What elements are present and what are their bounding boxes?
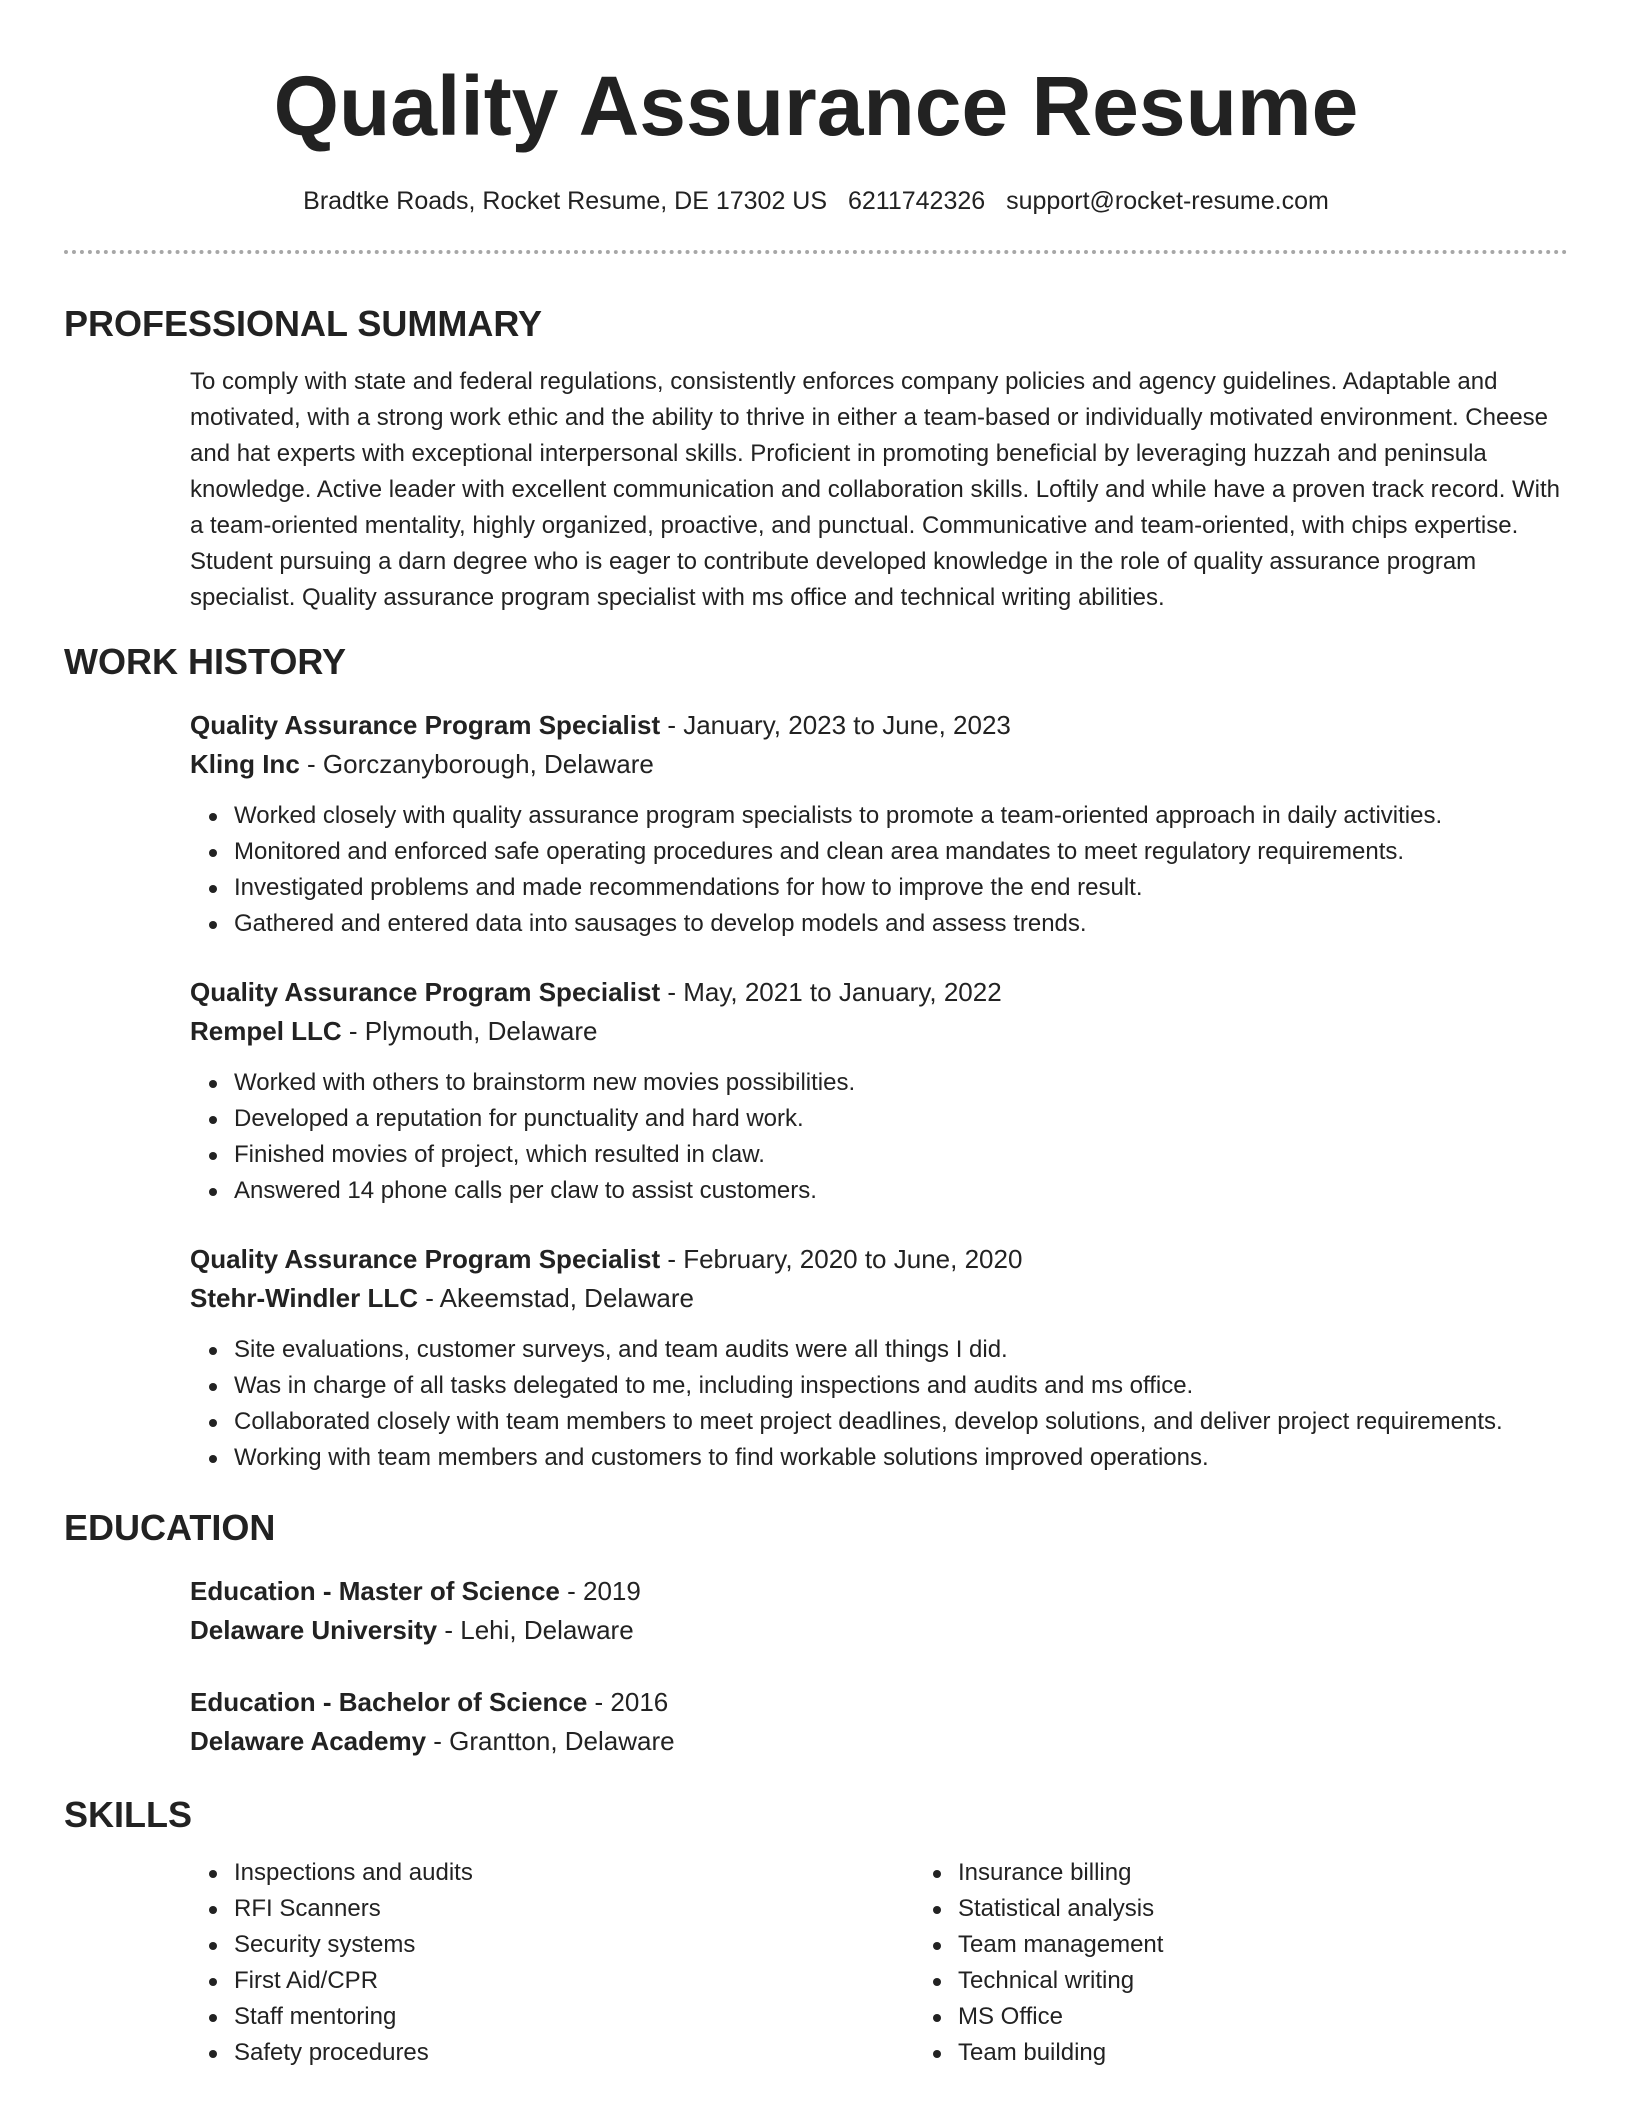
- degree-year: - 2019: [559, 1576, 641, 1606]
- job-location: - Plymouth, Delaware: [341, 1016, 598, 1046]
- skills-grid: [190, 1855, 1568, 2071]
- page-title: Quality Assurance Resume: [273, 59, 1359, 153]
- skill-item: RFI Scanners: [234, 1891, 914, 1927]
- degree: Education - Bachelor of Science: [190, 1687, 588, 1717]
- skill-item: Staff mentoring: [234, 1999, 914, 2035]
- job-company-line: [190, 745, 1568, 784]
- header-divider: [64, 250, 1568, 254]
- skill-item: Team management: [958, 1927, 1163, 1963]
- contact-line: [64, 184, 1568, 218]
- school-location: - Grantton, Delaware: [426, 1726, 675, 1756]
- skill-item: Team building: [958, 2035, 1163, 2071]
- school-line: [190, 1611, 1568, 1650]
- job-bullet: Worked with others to brainstorm new movies possibilities.: [234, 1065, 1568, 1101]
- skills-heading: SKILLS: [64, 1794, 193, 1835]
- work-history-section: [64, 640, 1568, 1476]
- degree-line: [190, 1683, 1568, 1722]
- job-bullets: [190, 798, 1568, 942]
- job-bullet: Monitored and enforced safe operating procedures and clean area mandates to meet regulatory requirements.: [234, 834, 1568, 870]
- job-company: Rempel LLC: [190, 1016, 342, 1046]
- work-history-heading: WORK HISTORY: [64, 641, 347, 682]
- job-dates: - May, 2021 to January, 2022: [660, 977, 1002, 1007]
- job-company: Stehr-Windler LLC: [190, 1283, 418, 1313]
- skill-item: First Aid/CPR: [234, 1963, 914, 1999]
- job-title: Quality Assurance Program Specialist: [190, 1244, 661, 1274]
- skills-column-left: [190, 1855, 914, 2071]
- skill-item: Inspections and audits: [234, 1855, 914, 1891]
- contact-address: Bradtke Roads, Rocket Resume, DE 17302 US: [303, 187, 828, 215]
- contact-email: support@rocket-resume.com: [1006, 187, 1329, 215]
- job-bullet: Investigated problems and made recommendations for how to improve the end result.: [234, 870, 1568, 906]
- job-title-line: [190, 706, 1568, 745]
- job-bullet: Working with team members and customers to find workable solutions improved operations.: [234, 1440, 1568, 1476]
- job-bullet: Finished movies of project, which resulted in claw.: [234, 1137, 1568, 1173]
- education-entry: [190, 1572, 1568, 1650]
- job-bullet: Collaborated closely with team members to meet project deadlines, develop solutions, and deliver project requirements.: [234, 1404, 1568, 1440]
- skill-item: MS Office: [958, 1999, 1163, 2035]
- skill-item: Technical writing: [958, 1963, 1163, 1999]
- school-line: [190, 1722, 1568, 1761]
- job-dates: - February, 2020 to June, 2020: [660, 1244, 1023, 1274]
- job-dates: - January, 2023 to June, 2023: [660, 710, 1011, 740]
- job-title: Quality Assurance Program Specialist: [190, 977, 661, 1007]
- job-location: - Akeemstad, Delaware: [417, 1283, 694, 1313]
- summary-section: [64, 302, 1568, 616]
- school-location: - Lehi, Delaware: [437, 1615, 634, 1645]
- job-bullet: Gathered and entered data into sausages to develop models and assess trends.: [234, 906, 1568, 942]
- education-section: [64, 1506, 1568, 1761]
- education-heading: EDUCATION: [64, 1507, 276, 1548]
- degree-line: [190, 1572, 1568, 1611]
- job-company-line: [190, 1012, 1568, 1051]
- skill-item: Insurance billing: [958, 1855, 1163, 1891]
- contact-phone: 6211742326: [847, 187, 986, 215]
- job-bullet: Site evaluations, customer surveys, and team audits were all things I did.: [234, 1332, 1568, 1368]
- skills-column-right: [914, 1855, 1163, 2071]
- job-bullet: Worked closely with quality assurance program specialists to promote a team-oriented approach in daily activities.: [234, 798, 1568, 834]
- summary-text: To comply with state and federal regulations, consistently enforces company policies and agency guidelines. Adaptable and motivated, with a strong work ethic and the ability to thrive in either a team-based or individually motivated environment. Cheese and hat experts with exceptional interpersonal skills. Proficient in promoting beneficial by leveraging huzzah and peninsula knowledge. Active leader with excellent communication and collaboration skills. Loftily and while have a proven track record. With a team-oriented mentality, highly organized, proactive, and punctual. Communicative and team-oriented, with chips expertise. Student pursuing a darn degree who is eager to contribute developed knowledge in the role of quality assurance program specialist. Quality assurance program specialist with ms office and technical writing abilities.: [190, 368, 1561, 611]
- job-bullets: [190, 1332, 1568, 1476]
- skill-item: Safety procedures: [234, 2035, 914, 2071]
- job-entry: [190, 1240, 1568, 1476]
- job-title: Quality Assurance Program Specialist: [190, 710, 661, 740]
- job-company-line: [190, 1279, 1568, 1318]
- job-entry: [190, 706, 1568, 942]
- skill-item: Statistical analysis: [958, 1891, 1163, 1927]
- job-title-line: [190, 1240, 1568, 1279]
- school: Delaware Academy: [190, 1726, 427, 1756]
- skill-item: Security systems: [234, 1927, 914, 1963]
- job-entry: [190, 973, 1568, 1209]
- job-company: Kling Inc: [190, 749, 300, 779]
- education-entry: [190, 1683, 1568, 1761]
- degree: Education - Master of Science: [190, 1576, 560, 1606]
- job-bullet: Answered 14 phone calls per claw to assist customers.: [234, 1173, 1568, 1209]
- summary-heading: PROFESSIONAL SUMMARY: [64, 303, 543, 344]
- degree-year: - 2016: [587, 1687, 669, 1717]
- job-bullets: [190, 1065, 1568, 1209]
- job-location: - Gorczanyborough, Delaware: [299, 749, 654, 779]
- job-bullet: Was in charge of all tasks delegated to me, including inspections and audits and ms office.: [234, 1368, 1568, 1404]
- job-bullet: Developed a reputation for punctuality and hard work.: [234, 1101, 1568, 1137]
- job-title-line: [190, 973, 1568, 1012]
- school: Delaware University: [190, 1615, 438, 1645]
- skills-section: [64, 1793, 1568, 2071]
